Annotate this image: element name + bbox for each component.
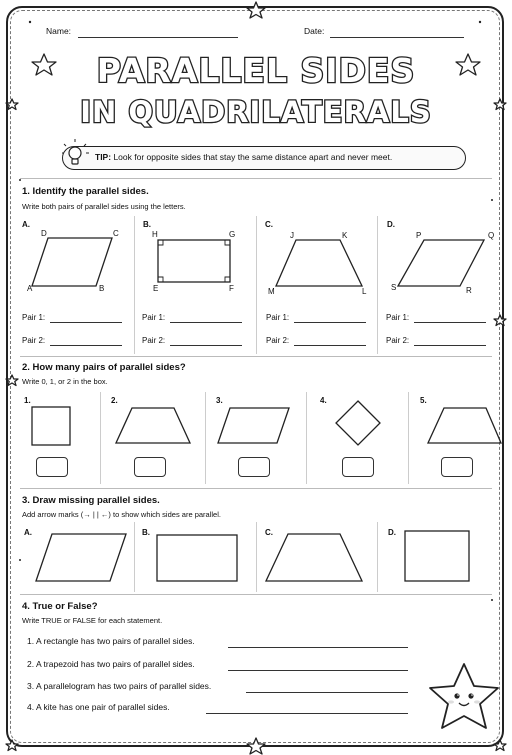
pair2-label: Pair 2: [22,336,46,345]
parallelogram-d [388,232,496,296]
pair2-answer-line[interactable] [50,335,122,346]
date-label: Date: [304,26,325,36]
star-icon [247,738,265,754]
pair2-answer-line[interactable] [294,335,366,346]
section1-title: 1. Identify the parallel sides. [22,186,149,197]
pair2-label: Pair 2: [266,336,290,345]
answer-box[interactable] [134,457,166,477]
answer-box[interactable] [342,457,374,477]
page-title [0,48,512,132]
vertex-label: B [99,284,105,293]
vertex-label: F [229,284,234,293]
vertex-label: H [152,230,158,239]
tf-answer-line[interactable] [206,702,408,714]
divider [20,356,492,357]
vertex-label: D [41,229,47,238]
parallelogram-shape [36,534,126,581]
pair1-label: Pair 1: [142,313,166,322]
name-label: Name: [46,26,72,36]
pair2-answer-line[interactable] [414,335,486,346]
item-label: C. [265,528,273,537]
vertex-label: M [268,287,275,296]
pair1-answer-line[interactable] [170,312,242,323]
section3-shapes [0,528,512,588]
square-shape [32,407,70,445]
answer-box[interactable] [238,457,270,477]
section4-title: 4. True or False? [22,601,98,612]
item-label: A. [22,220,30,229]
title-line-1: PARALLEL SIDES [96,51,416,90]
tf-answer-line[interactable] [228,659,408,671]
vertex-label: Q [488,231,495,240]
item-label: 5. [420,396,427,405]
answer-box[interactable] [441,457,473,477]
pair1-label: Pair 1: [22,313,46,322]
vertex-label: G [229,230,236,239]
tf-statement: 4. A kite has one pair of parallel sides. [27,702,170,712]
vertex-label: P [416,231,422,240]
tf-answer-line[interactable] [228,636,408,648]
vertex-label: R [466,286,472,295]
vertex-label: S [391,283,397,292]
item-label: B. [142,528,150,537]
divider [20,488,492,489]
star-icon [494,315,506,326]
star-icon [494,740,506,751]
tf-statement: 1. A rectangle has two pairs of parallel sides. [27,636,195,646]
section2-title: 2. How many pairs of parallel sides? [22,362,186,373]
pair1-answer-line[interactable] [50,312,122,323]
parallelogram-shape [218,408,289,443]
vertex-label: E [153,284,159,293]
vertex-label: A [27,284,33,293]
pair1-answer-line[interactable] [414,312,486,323]
vertex-label: C [113,229,119,238]
item-label: B. [143,220,151,229]
star-icon [6,375,18,386]
square-shape [405,531,469,581]
trapezoid-shape [266,534,362,581]
rectangle-shape [157,535,237,581]
section4-subtitle: Write TRUE or FALSE for each statement. [22,616,163,625]
item-label: 4. [320,396,327,405]
name-field[interactable] [78,26,238,38]
vertex-label: J [290,231,294,240]
item-label: C. [265,220,273,229]
item-label: D. [387,220,395,229]
tf-statement: 2. A trapezoid has two pairs of parallel sides. [27,659,195,669]
answer-box[interactable] [36,457,68,477]
pair2-label: Pair 2: [386,336,410,345]
pair1-answer-line[interactable] [294,312,366,323]
pair2-answer-line[interactable] [170,335,242,346]
divider [20,178,492,179]
star-icon [247,2,265,18]
pair2-label: Pair 2: [142,336,166,345]
item-label: 2. [111,396,118,405]
smiling-star-icon [424,660,504,734]
date-field[interactable] [330,26,464,38]
tip-text: TIP: Look for opposite sides that stay the same distance apart and never meet. [95,152,393,162]
parallelogram-a [22,228,134,298]
vertex-label: L [362,287,367,296]
trapezoid-shape [116,408,190,443]
item-label: 1. [24,396,31,405]
title-line-2: IN QUADRILATERALS [80,95,432,129]
vertex-label: K [342,231,348,240]
trapezoid-shape [428,408,501,443]
section1-subtitle: Write both pairs of parallel sides using the letters. [22,202,186,211]
section2-subtitle: Write 0, 1, or 2 in the box. [22,377,108,386]
section3-subtitle: Add arrow marks (→ | | ←) to show which sides are parallel. [22,510,221,519]
lightbulb-icon [62,136,90,170]
section2-shapes [0,400,512,450]
section3-title: 3. Draw missing parallel sides. [22,495,160,506]
pair1-label: Pair 1: [386,313,410,322]
divider [20,594,492,595]
item-label: A. [24,528,32,537]
pair1-label: Pair 1: [266,313,290,322]
star-icon [6,740,18,751]
trapezoid-c [268,232,372,296]
kite-shape [336,401,380,445]
item-label: 3. [216,396,223,405]
rectangle-b [150,232,240,292]
item-label: D. [388,528,396,537]
tf-statement: 3. A parallelogram has two pairs of parallel sides. [27,681,212,691]
tf-answer-line[interactable] [246,681,408,693]
